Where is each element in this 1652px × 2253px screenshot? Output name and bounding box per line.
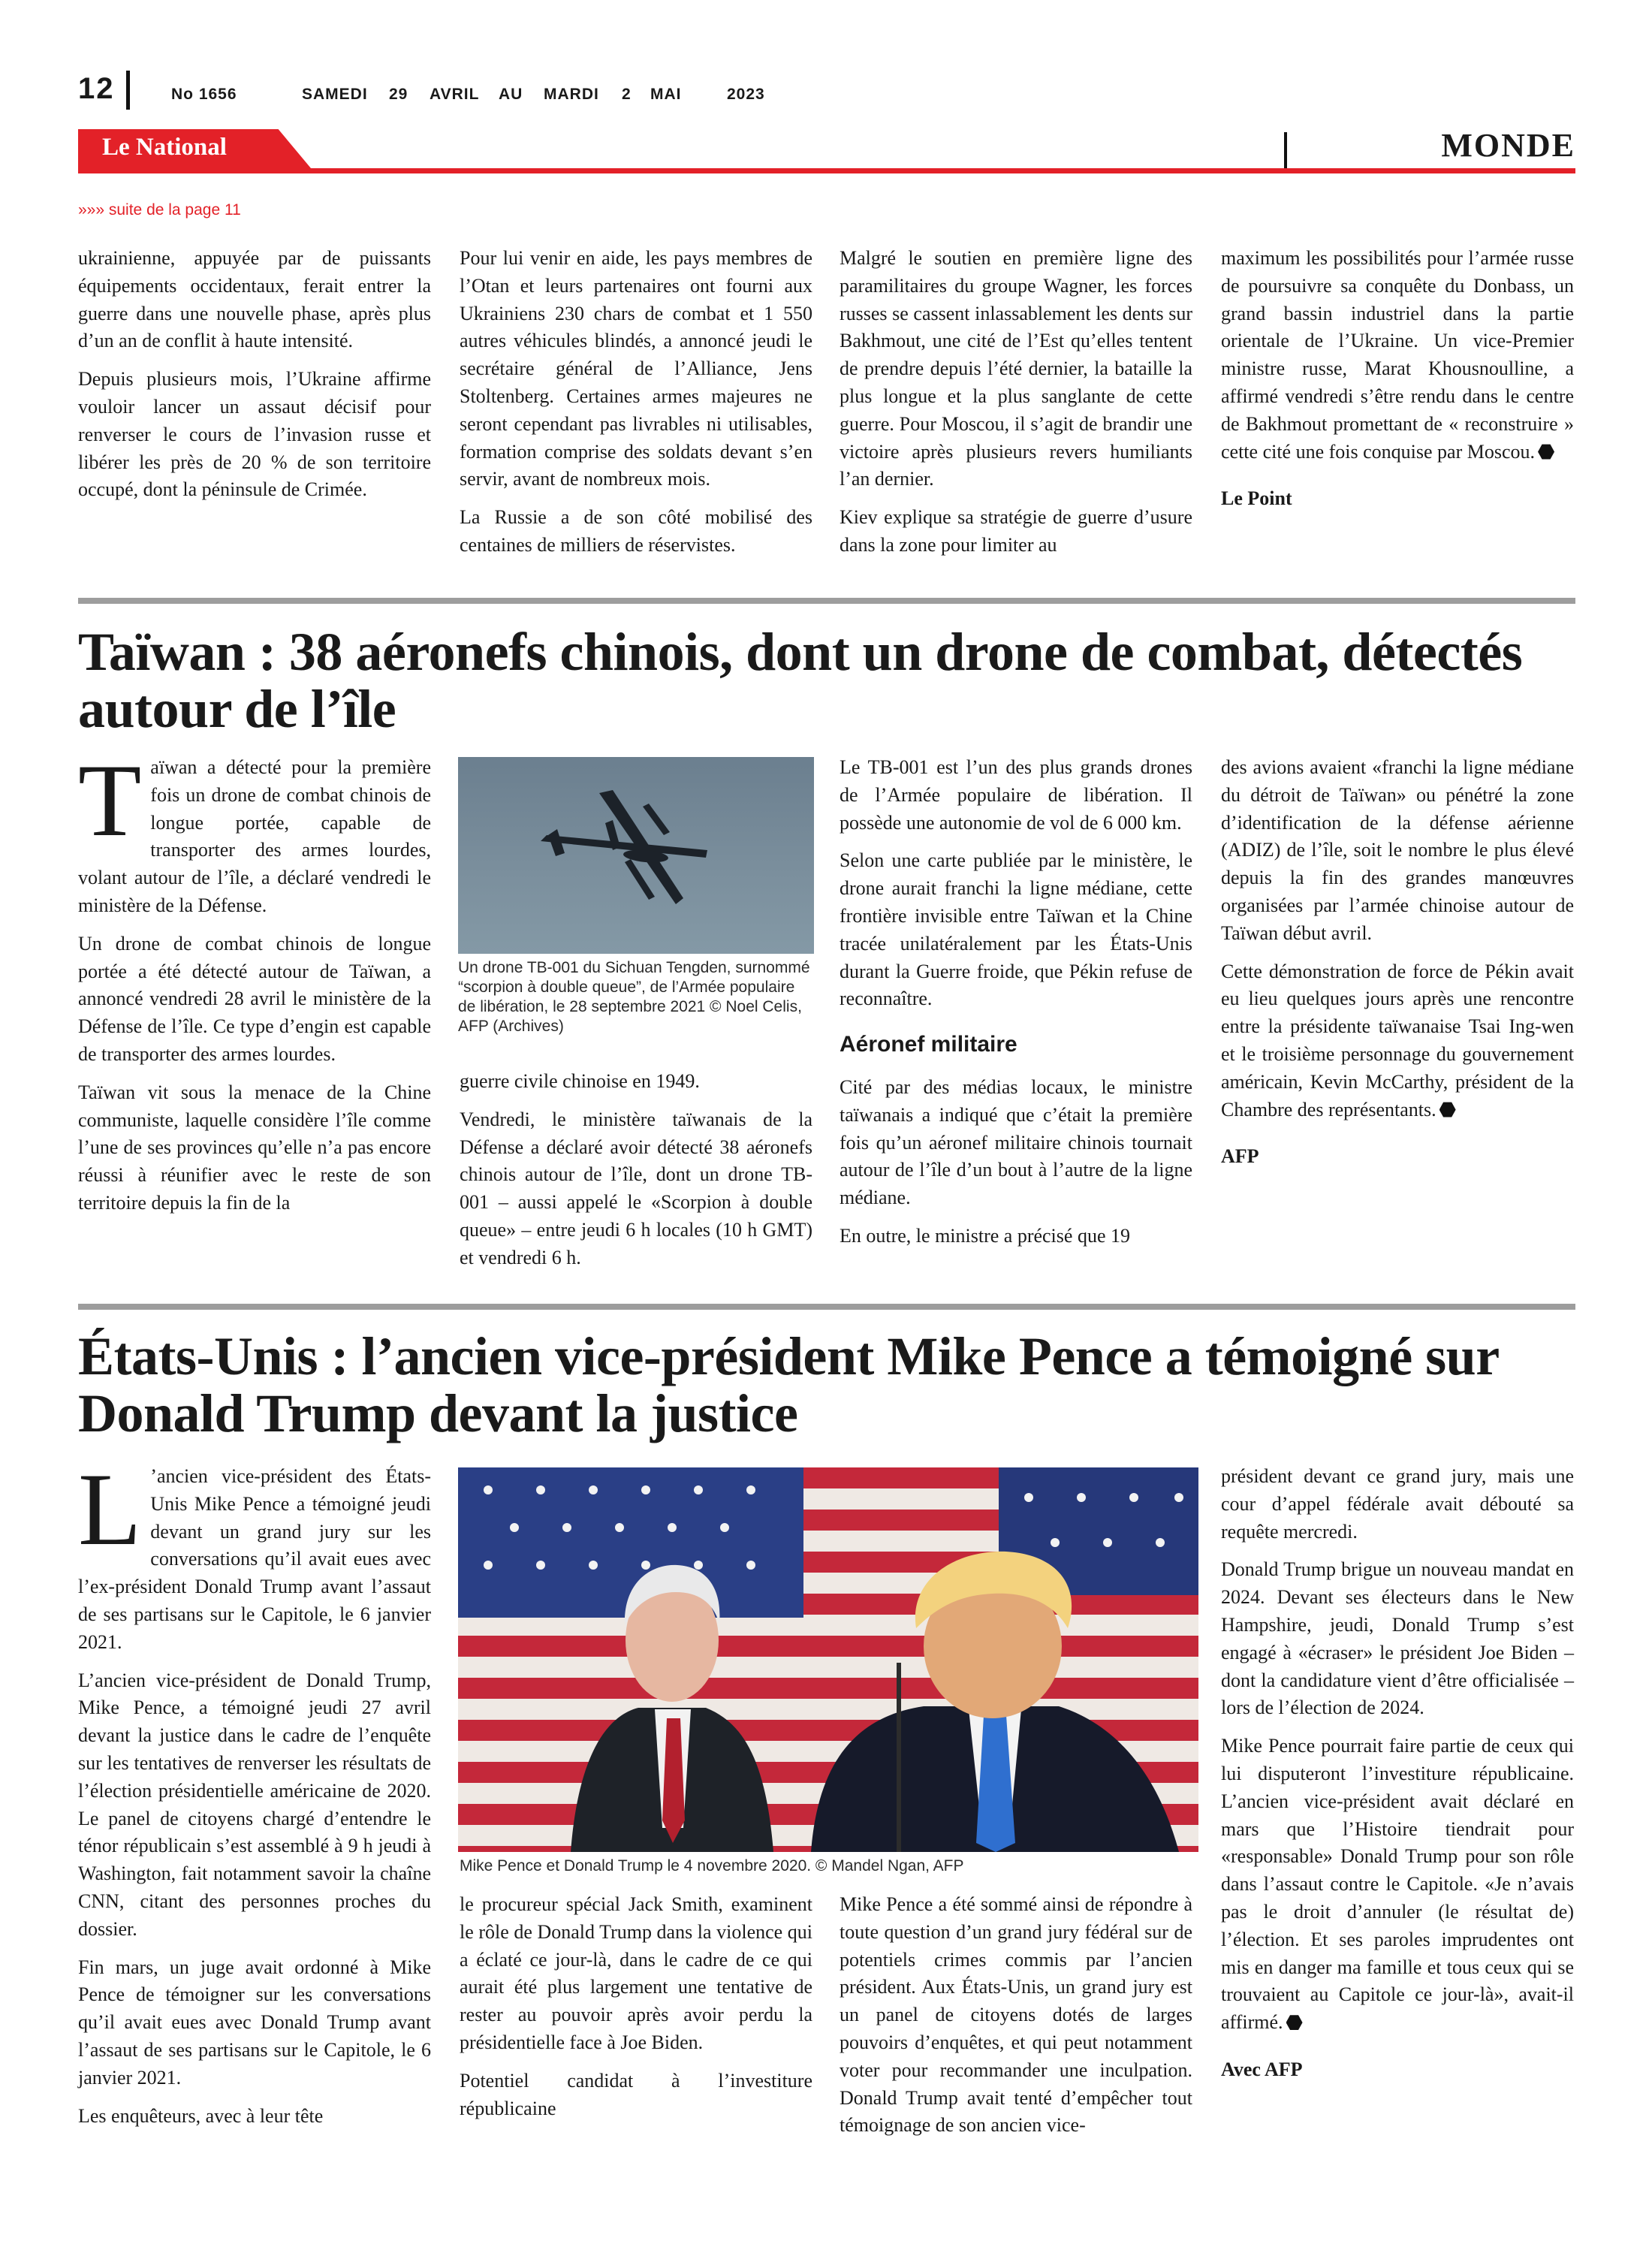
paragraph: Mike Pence pourrait faire partie de ceux qui lui disputeront l’investiture républicaine. L’ancien vice-président avait déclaré en mars que l’Histoire tiendrait pour «responsable» Donald Trump pour son rôle dans l’assaut contre le Capitole. «Je n’avais pas le droit d’annuler (le résultat de) l’élection. Et ses paroles imprudentes ont mis en danger ma famille et tous ceux qui se trouvaient au Capitole ce jour-là», avait-il affirmé. bbox=[1221, 1735, 1574, 2034]
pence-col3 bbox=[840, 1891, 1192, 2150]
paragraph: Kiev explique sa stratégie de guerre d’usure dans la zone pour limiter au bbox=[840, 506, 1192, 556]
section-title: MONDE bbox=[1441, 127, 1575, 164]
taiwan-headline: Taïwan : 38 aéronefs chinois, dont un drone de combat, détectés autour de l’île bbox=[78, 622, 1523, 739]
taiwan-col3 bbox=[840, 754, 1192, 1261]
paragraph: Un drone de combat chinois de longue portée a été détecté autour de Taïwan, a annoncé vendredi 28 avril le ministère de la Défense de l’île. Ce type d’engin est capable de transporter des armes lourdes. bbox=[78, 932, 431, 1065]
pence-headline: États-Unis : l’ancien vice-président Mike Pence a témoigné sur Donald Trump devant la justice bbox=[78, 1326, 1499, 1443]
paragraph: Depuis plusieurs mois, l’Ukraine affirme vouloir lancer un assaut décisif pour renverser le cours de l’invasion russe et libérer les près de 20 % de son territoire occupé, dont la péninsule de Crimée. bbox=[78, 368, 431, 501]
paragraph: Taïwan vit sous la menace de la Chine communiste, laquelle considère l’île comme l’une de ses provinces qu’elle n’a pas encore réussi à réunifier avec le reste de son territoire depuis la fin de la bbox=[78, 1081, 431, 1214]
pence-col1 bbox=[78, 1452, 431, 2140]
article-separator bbox=[78, 1304, 1575, 1310]
paragraph: En outre, le ministre a précisé que 19 bbox=[840, 1224, 1130, 1247]
date-word: 29 bbox=[389, 86, 408, 103]
taiwan-col4 bbox=[1221, 754, 1574, 1181]
pence-col4 bbox=[1221, 1463, 1574, 2095]
paragraph: ’ancien vice-président des États-Unis Mike Pence a témoigné jeudi devant un grand jury sur les conversations qu’il avait eues avec l’ex-président Donald Trump avant l’assaut de ses partisans sur le Capitole, le 6 janvier 2021. bbox=[78, 1465, 431, 1653]
top-article-col2 bbox=[460, 245, 812, 570]
paragraph: Pour lui venir en aide, les pays membres de l’Otan et leurs partenaires ont fourni aux Ukrainiens 230 chars de combat et 1 550 autres véhicules blindés, a annoncé jeudi le secrétaire général de l’Alliance, Jens Stoltenberg. Certaines armes majeures ne seront cependant pas livrables ni utilisables, formation comprise des soldats devant s’en servir, avant de nombreux mois. bbox=[460, 247, 812, 490]
paragraph: Vendredi, le ministère taïwanais de la Défense a déclaré avoir détecté 38 aéronefs chinois autour de l’île, dont un drone TB-001 – aussi appelé le «Scorpion à double queue» – entre jeudi 6 h locales (10 h GMT) et vendredi 6 h. bbox=[460, 1108, 812, 1268]
taiwan-col2 bbox=[460, 1068, 812, 1283]
pence-col2 bbox=[460, 1891, 812, 2133]
pence-trump-photo-caption: Mike Pence et Donald Trump le 4 novembre 2020. © Mandel Ngan, AFP bbox=[460, 1857, 964, 1874]
brand-name: Le National bbox=[102, 134, 227, 161]
article-separator bbox=[78, 598, 1575, 604]
paragraph: Cette démonstration de force de Pékin avait eu lieu quelques jours après une rencontre entre la présidente taïwanaise Tsai Ing-wen et le troisième personnage du gouvernement américain, Kevin McCarthy, président de la Chambre des représentants. bbox=[1221, 960, 1574, 1120]
article-signature: AFP bbox=[1221, 1145, 1259, 1168]
top-article-col4 bbox=[1221, 245, 1574, 523]
paragraph: guerre civile chinoise en 1949. bbox=[460, 1070, 700, 1092]
paragraph: La Russie a de son côté mobilisé des centaines de milliers de réservistes. bbox=[460, 506, 812, 556]
paragraph: Les enquêteurs, avec à leur tête bbox=[78, 2104, 324, 2127]
date-word: 2 bbox=[622, 86, 632, 103]
paragraph: Malgré le soutien en première ligne des paramilitaires du groupe Wagner, les forces russes se cassent inlassablement les dents sur Bakhmout, une cité de l’Est qu’elles tentent de prendre depuis l’été dernier, la bataille la plus longue et la plus sanglante de cette guerre. Pour Moscou, il s’agit de brandir une victoire après plusieurs revers humiliants l’an dernier. bbox=[840, 247, 1192, 490]
pence-trump-photo bbox=[458, 1467, 1198, 1852]
folio-divider bbox=[126, 71, 130, 110]
end-of-article-icon bbox=[1439, 1102, 1456, 1118]
drop-cap: T bbox=[78, 743, 142, 858]
pence-trump-photo-illustration bbox=[458, 1467, 1198, 1852]
page-number: 12 bbox=[78, 72, 115, 105]
date-word: SAMEDI bbox=[302, 86, 368, 103]
date-word: MARDI bbox=[544, 86, 599, 103]
continued-from-label: »»» suite de la page 11 bbox=[78, 201, 241, 219]
drone-photo-caption: Un drone TB-001 du Sichuan Tengden, surnommé “scorpion à double queue”, de l’Armée populaire de libération, le 28 septembre 2021 © Noel Celis, AFP (Archives) bbox=[458, 959, 810, 1035]
paragraph: Mike Pence a été sommé ainsi de répondre à toute question d’un grand jury fédéral sur de potentiels crimes commis par l’ancien président. Aux États-Unis, un grand jury est un panel de citoyens dotés de larges pouvoirs d’enquêtes, et qui peut notamment voter pour recommander une inculpation. Donald Trump avait tenté d’empêcher tout témoignage de son ancien vice- bbox=[840, 1893, 1192, 2137]
paragraph: président devant ce grand jury, mais une cour d’appel fédérale avait débouté sa requête mercredi. bbox=[1221, 1465, 1574, 1543]
paragraph: le procureur spécial Jack Smith, examinent le rôle de Donald Trump dans la violence qui a éclaté ce jour-là, dans le cadre de ce qui aurait été plus largement une tentative de rester au pouvoir après avoir perdu la présidentielle face à Joe Biden. bbox=[460, 1893, 812, 2053]
top-article-col1 bbox=[78, 245, 431, 514]
section-divider bbox=[1284, 132, 1287, 168]
end-of-article-icon bbox=[1538, 444, 1554, 460]
taiwan-col1 bbox=[78, 743, 431, 1228]
paragraph: Cité par des médias locaux, le ministre taïwanais a indiqué que c’était la première fois qu’un aéronef militaire chinois tournait autour de l’île d’un bout à l’autre de la ligne médiane. bbox=[840, 1075, 1192, 1209]
date-word: AVRIL bbox=[430, 86, 480, 103]
article-signature: Avec AFP bbox=[1221, 2058, 1303, 2080]
date-word: MAI bbox=[650, 86, 682, 103]
date-word: 2023 bbox=[727, 86, 765, 103]
header-rule bbox=[78, 168, 1575, 173]
article-signature: Le Point bbox=[1221, 487, 1292, 510]
paragraph: ukrainienne, appuyée par de puissants équipements occidentaux, ferait entrer la guerre dans une nouvelle phase, après plus d’un an de conflit à haute intensité. bbox=[78, 247, 431, 352]
drop-cap: L bbox=[78, 1452, 142, 1567]
paragraph: L’ancien vice-président de Donald Trump, Mike Pence, a témoigné jeudi 27 avril devant la justice dans le cadre de l’enquête sur les tentatives de renverser les résultats de l’élection présidentielle américaine de 2020. Le panel de citoyens chargé d’entendre le ténor républicain s’est assemblé à 9 h jeudi à Washington, fait notamment savoir la chaîne CNN, citant des personnes proches du dossier. bbox=[78, 1669, 431, 1940]
end-of-article-icon bbox=[1286, 2014, 1303, 2031]
paragraph: maximum les possibilités pour l’armée russe de poursuivre sa conquête du Donbass, un grand bassin industriel dans la partie orientale de l’Ukraine. Un vice-Premier ministre russe, Marat Khousnoulline, a affirmé vendredi s’être rendu dans le centre de Bakhmout promettant de « reconstruire » cette cité une fois conquise par Moscou. bbox=[1221, 247, 1574, 463]
top-article-col3 bbox=[840, 245, 1192, 570]
paragraph: des avions avaient «franchi la ligne médiane du détroit de Taïwan» ou pénétré la zone d’identification de la défense aérienne (ADIZ) de l’île, soit le nombre le plus élevé depuis la fin des grandes manœuvres organisées par l’armée chinoise autour de Taïwan début avril. bbox=[1221, 756, 1574, 944]
paragraph: Donald Trump brigue un nouveau mandat en 2024. Devant ses électeurs dans le New Hampshire, jeudi, Donald Trump s’est engagé à «écraser» le président Joe Biden – dont la candidature vient d’être officialisée – lors de l’élection de 2024. bbox=[1221, 1558, 1574, 1719]
paragraph: Fin mars, un juge avait ordonné à Mike Pence de témoigner sur les conversations qu’il avait eues avec Donald Trump avant l’assaut de ses partisans sur le Capitole, le 6 janvier 2021. bbox=[78, 1956, 431, 2089]
paragraph: aïwan a détecté pour la première fois un drone de combat chinois de longue portée, capable de transporter des armes lourdes, volant autour de l’île, a déclaré vendredi le ministère de la Défense. bbox=[78, 756, 431, 916]
drone-photo bbox=[458, 757, 814, 954]
paragraph: Potentiel candidat à l’investiture républicaine bbox=[460, 2069, 812, 2119]
paragraph: Le TB-001 est l’un des plus grands drones de l’Armée populaire de libération. Il possède une autonomie de vol de 6 000 km. bbox=[840, 756, 1192, 834]
date-word: AU bbox=[499, 86, 523, 103]
subheading: Aéronef militaire bbox=[840, 1032, 1017, 1057]
drone-silhouette-icon bbox=[458, 757, 814, 954]
issue-number: No 1656 bbox=[171, 86, 237, 103]
paragraph: Selon une carte publiée par le ministère, le drone aurait franchi la ligne médiane, cette frontière invisible entre Taïwan et la Chine tracée unilatéralement par les États-Unis durant la Guerre froide, que Pékin refuse de reconnaître. bbox=[840, 849, 1192, 1010]
